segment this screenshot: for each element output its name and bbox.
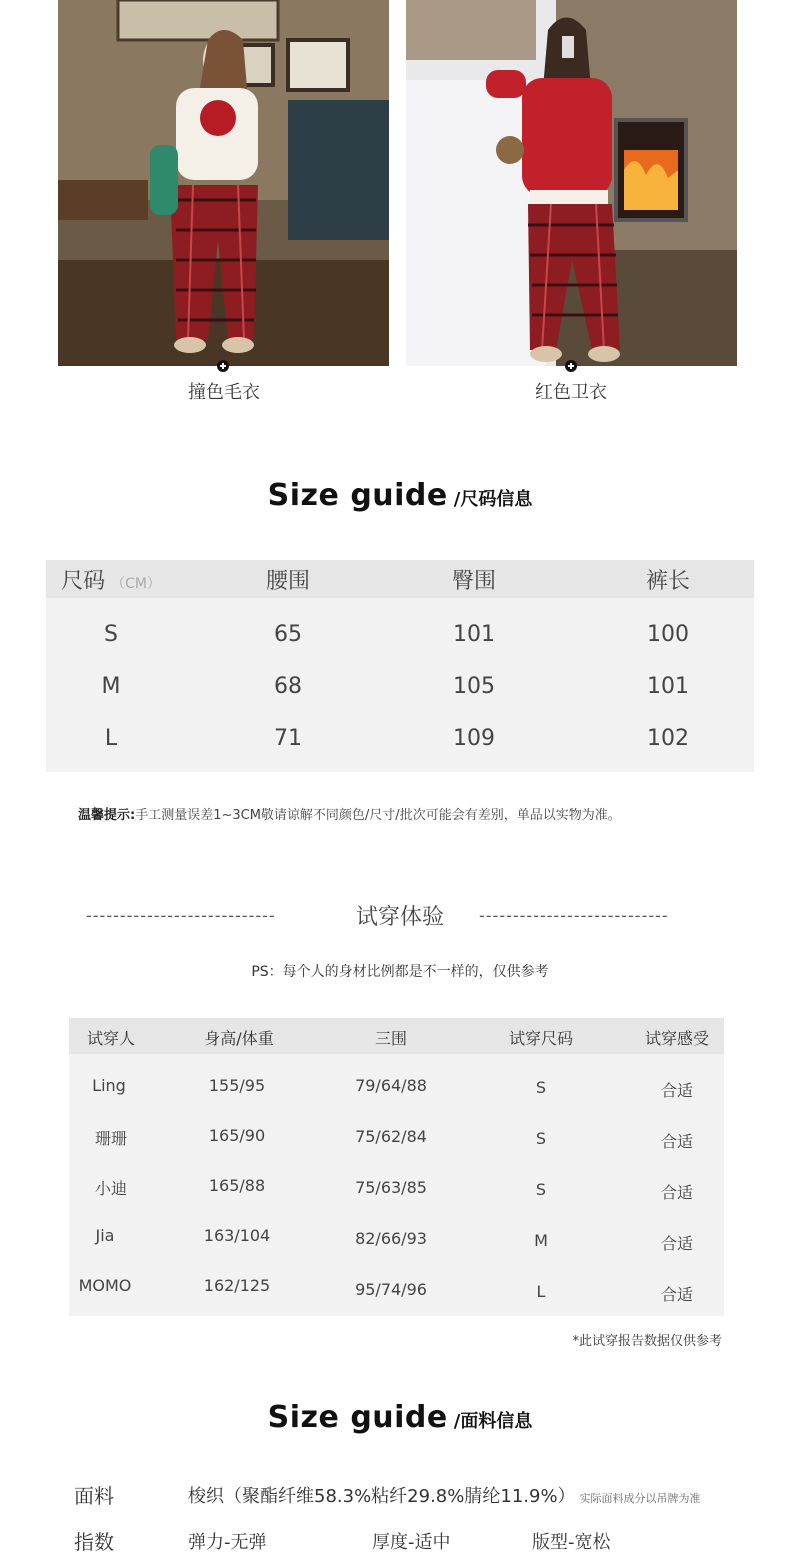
person-cell: 小迪 bbox=[94, 1179, 127, 1198]
fabric-guide-title: Size guide bbox=[267, 1400, 448, 1435]
person-cell: Jia bbox=[95, 1226, 115, 1245]
length-cell: 100 bbox=[647, 622, 689, 647]
trial-ps-note: PS：每个人的身材比例都是不一样的，仅供参考 bbox=[251, 964, 549, 980]
fit-value: 版型-宽松 bbox=[532, 1532, 611, 1553]
feel-cell: 合适 bbox=[660, 1285, 693, 1304]
waist-cell: 71 bbox=[274, 726, 302, 751]
hip-column-header: 臀围 bbox=[451, 569, 496, 594]
measurements-cell: 75/63/85 bbox=[355, 1178, 427, 1197]
photo-marker-icon bbox=[217, 360, 229, 372]
trial-size-column-header: 试穿尺码 bbox=[508, 1029, 573, 1048]
hip-cell: 109 bbox=[453, 726, 495, 751]
height-weight-cell: 162/125 bbox=[203, 1276, 271, 1295]
trial-size-cell: S bbox=[535, 1078, 547, 1097]
trial-report-note: *此试穿报告数据仅供参考 bbox=[572, 1334, 722, 1349]
unit-label: （CM） bbox=[111, 576, 161, 592]
height-weight-cell: 165/88 bbox=[208, 1176, 266, 1195]
photo-marker-icon bbox=[565, 360, 577, 372]
trial-size-cell: S bbox=[535, 1129, 547, 1148]
height-weight-cell: 155/95 bbox=[208, 1076, 266, 1095]
divider-left: ---------------------------- bbox=[86, 906, 276, 925]
height-weight-cell: 165/90 bbox=[208, 1126, 266, 1145]
length-cell: 102 bbox=[647, 726, 689, 751]
size-guide-subtitle: /尺码信息 bbox=[453, 489, 533, 510]
product-photo-sweater bbox=[58, 0, 389, 366]
product-photo-hoodie bbox=[406, 0, 737, 366]
measurements-column-header: 三围 bbox=[374, 1029, 407, 1048]
feel-column-header: 试穿感受 bbox=[644, 1029, 709, 1048]
size-guide-title: Size guide bbox=[267, 478, 448, 513]
material-composition: 梭织（聚酯纤维58.3%粘纤29.8%腈纶11.9%） bbox=[188, 1486, 576, 1507]
feel-cell: 合适 bbox=[660, 1081, 693, 1100]
feel-cell: 合适 bbox=[660, 1234, 693, 1253]
measurements-cell: 79/64/88 bbox=[355, 1076, 427, 1095]
tip-label: 温馨提示: bbox=[78, 808, 136, 823]
hip-cell: 101 bbox=[453, 622, 495, 647]
size-guide-heading bbox=[0, 478, 800, 513]
elasticity-value: 弹力-无弹 bbox=[188, 1532, 267, 1553]
waist-cell: 65 bbox=[274, 622, 302, 647]
length-column-header: 裤长 bbox=[645, 569, 690, 594]
trial-title: 试穿体验 bbox=[355, 905, 444, 930]
thickness-value: 厚度-适中 bbox=[372, 1532, 451, 1553]
size-cell: L bbox=[104, 726, 118, 751]
height-weight-column-header: 身高/体重 bbox=[204, 1029, 274, 1048]
height-weight-cell: 163/104 bbox=[203, 1226, 271, 1245]
product-caption-sweater: 撞色毛衣 bbox=[188, 382, 260, 403]
index-label: 指数 bbox=[74, 1530, 114, 1554]
measurements-cell: 95/74/96 bbox=[355, 1280, 427, 1299]
divider-right: ---------------------------- bbox=[479, 906, 669, 925]
feel-cell: 合适 bbox=[660, 1132, 693, 1151]
size-column-header bbox=[46, 564, 176, 595]
trial-size-cell: M bbox=[534, 1231, 548, 1250]
person-cell: MOMO bbox=[78, 1276, 132, 1295]
person-cell: 珊珊 bbox=[94, 1129, 127, 1148]
waist-column-header: 腰围 bbox=[265, 569, 310, 594]
tip-text: 手工测量误差1~3CM敬请谅解不同颜色/尺寸/批次可能会有差别，单品以实物为准。 bbox=[135, 808, 621, 823]
length-cell: 101 bbox=[647, 674, 689, 699]
feel-cell: 合适 bbox=[660, 1183, 693, 1202]
fabric-guide-subtitle: /面料信息 bbox=[453, 1411, 533, 1432]
size-cell: S bbox=[104, 622, 118, 647]
waist-cell: 68 bbox=[274, 674, 302, 699]
size-table-header bbox=[46, 560, 754, 598]
hip-cell: 105 bbox=[453, 674, 495, 699]
material-label: 面料 bbox=[74, 1484, 114, 1508]
person-cell: Ling bbox=[92, 1076, 126, 1095]
trial-size-cell: L bbox=[536, 1282, 546, 1301]
measurement-tip bbox=[78, 804, 621, 823]
trial-size-cell: S bbox=[535, 1180, 547, 1199]
size-table bbox=[46, 560, 754, 772]
material-note: 实际面料成分以吊牌为准 bbox=[579, 1492, 701, 1505]
material-value bbox=[188, 1482, 701, 1508]
fabric-guide-heading bbox=[0, 1400, 800, 1435]
size-cell: M bbox=[101, 674, 121, 699]
trial-table-header bbox=[69, 1018, 724, 1054]
product-caption-hoodie: 红色卫衣 bbox=[535, 382, 607, 403]
measurements-cell: 75/62/84 bbox=[355, 1127, 427, 1146]
measurements-cell: 82/66/93 bbox=[355, 1229, 427, 1248]
person-column-header: 试穿人 bbox=[86, 1029, 135, 1048]
trial-table bbox=[69, 1018, 724, 1316]
size-header-label: 尺码 bbox=[61, 569, 106, 594]
